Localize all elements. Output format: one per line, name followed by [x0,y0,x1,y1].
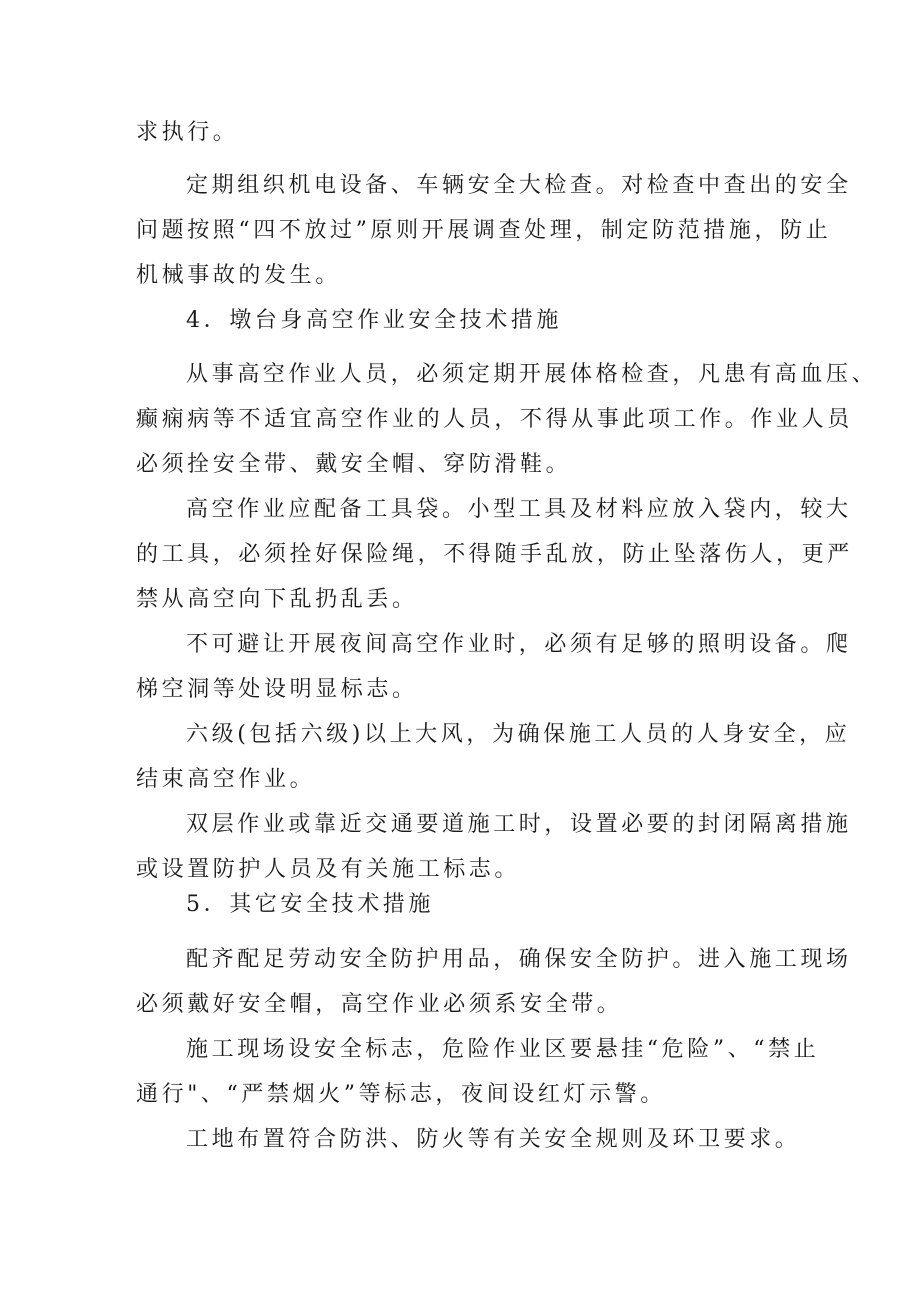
paragraph-tool-bag [136,487,853,622]
text-line: 高空作业应配备工具袋。小型工具及材料应放入袋内，较大 [186,497,852,522]
text-line: 机械事故的发生。 [136,263,341,288]
text-line: 禁从高空向下乱扔乱丢。 [136,587,418,612]
text-line: 梯空洞等处设明显标志。 [136,677,418,702]
paragraph-safety-signs [136,1027,820,1117]
paragraph-continuation [136,110,796,155]
text-line: 不可避让开展夜间高空作业时，必须有足够的照明设备。爬 [186,632,852,657]
text-line: 配齐配足劳动安全防护用品，确保安全防护。进入施工现场 [186,947,852,972]
text-line: 双层作业或靠近交通要道施工时，设置必要的封闭隔离措施 [186,812,852,837]
paragraph-protective-equipment [136,937,852,1027]
text-line: 求执行。 [136,120,239,145]
paragraph-strong-wind [136,712,851,802]
text-line: 从事高空作业人员，必须定期开展体格检查，凡患有高血压、 [186,362,878,387]
text-line: 或设置防护人员及有关施工标志。 [136,857,521,882]
text-line: 定期组织机电设备、车辆安全大检查。对检查中查出的安全 [186,173,852,198]
text-line: 必须拴安全带、戴安全帽、穿防滑鞋。 [136,452,572,477]
text-line: 结束高空作业。 [136,767,316,792]
text-line: 的工具，必须拴好保险绳，不得随手乱放，防止坠落伤人，更严 [136,542,853,567]
section-heading-5: 5．其它安全技术措施 [186,892,434,917]
text-line: 六级(包括六级)以上大风，为确保施工人员的人身安全，应 [186,722,851,747]
text-line: 必须戴好安全帽，高空作业必须系安全带。 [136,992,623,1017]
paragraph-worker-health [136,352,878,487]
section-heading-4: 4．墩台身高空作业安全技术措施 [186,308,562,333]
paragraph-equipment-inspection [136,163,852,298]
text-line: 工地布置符合防洪、防火等有关安全规则及环卫要求。 [186,1127,801,1152]
paragraph-site-layout [136,1117,801,1162]
text-line: 施工现场设安全标志，危险作业区要悬挂“危险”、“禁止 [186,1037,820,1062]
text-line: 通行"、“严禁烟火”等标志，夜间设红灯示警。 [136,1082,666,1107]
text-line: 癫痫病等不适宜高空作业的人员，不得从事此项工作。作业人员 [136,407,853,432]
paragraph-night-lighting [136,622,852,712]
paragraph-double-layer-work [136,802,852,892]
text-line: 问题按照“四不放过”原则开展调查处理，制定防范措施，防止 [136,218,832,243]
